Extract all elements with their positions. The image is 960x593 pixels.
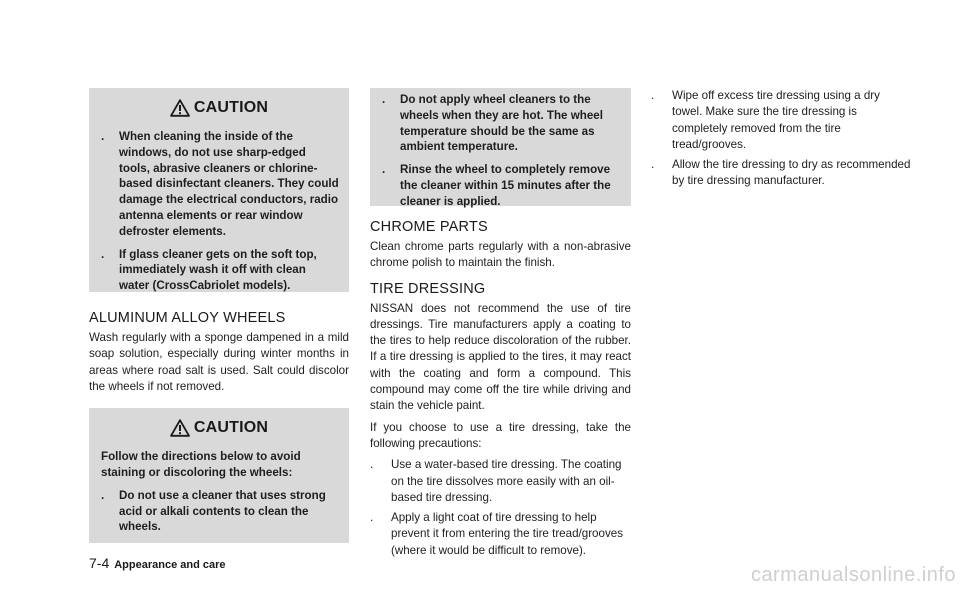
warning-triangle-icon — [170, 99, 190, 117]
column-middle — [370, 88, 631, 563]
section-title-aluminum: ALUMINUM ALLOY WHEELS — [89, 310, 286, 326]
tire-paragraph-2: If you choose to use a tire dressing, take the following precautions: — [370, 420, 631, 450]
bullet: . — [370, 511, 374, 525]
caution-item — [101, 247, 339, 294]
bullet: . — [382, 93, 386, 106]
section-title-chrome: CHROME PARTS — [370, 219, 488, 235]
caution-item-text: Do not apply wheel cleaners to the wheels when they are hot. The wheel temperature should be the same as ambient temperature. — [400, 93, 603, 154]
caution-item-text: Do not use a cleaner that uses strong acid or alkali contents to clean the wheels. — [119, 488, 326, 534]
column-left — [89, 88, 349, 543]
caution-title: CAUTION — [193, 99, 269, 116]
list-item — [370, 457, 631, 506]
page-number: 7-4 — [89, 555, 110, 571]
caution-list — [370, 92, 631, 210]
bullet: . — [370, 458, 374, 472]
caution-item — [382, 92, 621, 155]
tire-precautions-list-continued — [651, 88, 913, 190]
caution-lead: Follow the directions below to avoid staining or discoloring the wheels: — [101, 450, 301, 479]
chrome-paragraph: Clean chrome parts regularly with a non-abrasive chrome polish to maintain the finish. — [370, 240, 631, 270]
caution-title: CAUTION — [193, 419, 269, 437]
bullet: . — [651, 89, 655, 102]
watermark: carmanualsonline.info — [750, 564, 956, 586]
caution-box-wheels — [89, 408, 349, 543]
bullet: . — [101, 488, 105, 502]
tire-paragraph-1: NISSAN does not recommend the use of tire dressings. Tire manufacturers apply a coating to the tires to help reduce discoloration of the rubber. If a tire dressing is applied to the tires, it may react with the coating and form a compound. This compound may come off the tire while driving and stain the vehicle paint. — [370, 301, 631, 413]
list-item — [370, 510, 631, 559]
caution-list — [89, 129, 349, 294]
list-item-text: Use a water-based tire dressing. The coating on the tire dissolves more easily with an oil-based tire dressing. — [391, 458, 622, 504]
caution-item-text: If glass cleaner gets on the soft top, immediately wash it off with clean water (CrossCabriolet models). — [119, 247, 317, 293]
list-item — [651, 88, 913, 153]
list-item-text: Apply a light coat of tire dressing to help prevent it from entering the tire tread/grooves (where it would be difficult to remove). — [391, 511, 623, 557]
bullet: . — [651, 158, 655, 172]
caution-box-glass — [89, 88, 349, 292]
bullet: . — [101, 247, 105, 261]
list-item — [651, 157, 913, 190]
caution-header — [89, 88, 349, 129]
chapter-title: Appearance and care — [114, 559, 226, 571]
caution-header — [89, 408, 349, 449]
section-title-tire: TIRE DRESSING — [370, 280, 486, 297]
caution-item — [101, 488, 339, 535]
bullet: . — [382, 163, 386, 177]
warning-triangle-icon — [170, 419, 190, 437]
tire-precautions-list — [370, 457, 631, 559]
caution-list — [89, 488, 349, 535]
caution-box-continued — [370, 88, 631, 206]
aluminum-paragraph: Wash regularly with a sponge dampened in a mild soap solution, especially during winter months in areas where road salt is used. Salt could discolor the wheels if not removed. — [89, 331, 349, 393]
bullet: . — [101, 130, 105, 143]
column-right — [651, 88, 913, 194]
list-item-text: Allow the tire dressing to dry as recommended by tire dressing manufacturer. — [672, 158, 911, 188]
caution-item-text: When cleaning the inside of the windows, do not use sharp-edged tools, abrasive cleaners or chlorine-based disinfectant cleaners. They could damage the electrical conductors, radio antenna elements or rear window defroster elements. — [119, 130, 339, 238]
list-item-text: Wipe off excess tire dressing using a dry towel. Make sure the tire dressing is completely removed from the tire tread/grooves. — [672, 89, 880, 151]
page-footer — [89, 555, 226, 571]
caution-item-text: Rinse the wheel to completely remove the cleaner within 15 minutes after the cleaner is applied. — [400, 163, 611, 208]
caution-item — [382, 162, 621, 209]
caution-item — [101, 129, 339, 240]
